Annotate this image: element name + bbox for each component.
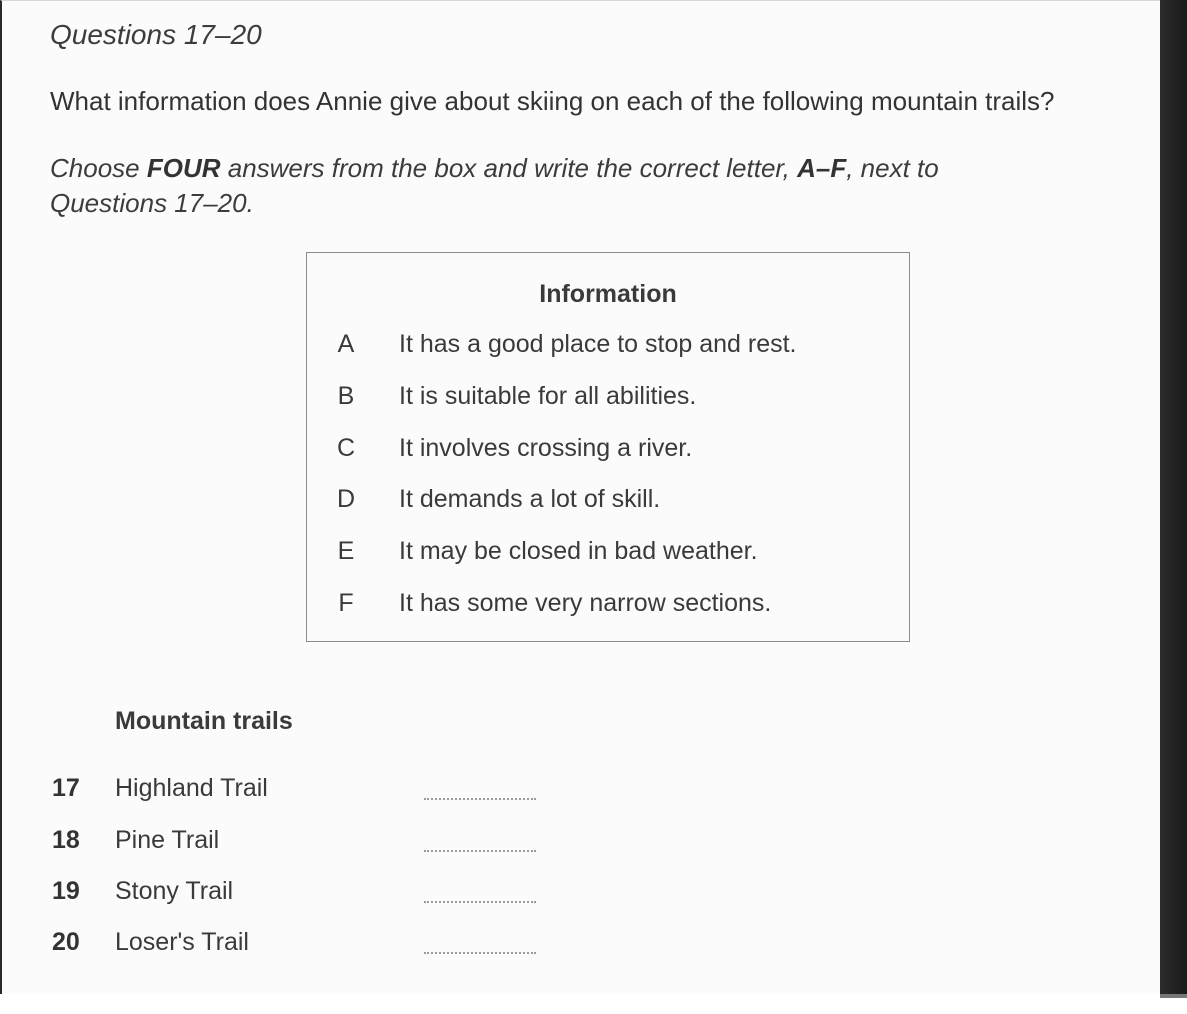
option-text: It may be closed in bad weather. [399, 537, 758, 565]
bottom-margin [0, 994, 1187, 1014]
section-heading: Questions 17–20 [50, 19, 262, 50]
option-letter: B [337, 382, 355, 410]
option-letter: E [337, 537, 355, 565]
instruction-emphasis-four: FOUR [146, 153, 221, 183]
answer-blank[interactable] [424, 901, 536, 903]
question-number: 18 [52, 826, 80, 854]
trail-row-20 [2, 928, 602, 968]
option-text: It has some very narrow sections. [399, 589, 772, 617]
trail-name: Stony Trail [115, 877, 234, 905]
option-text: It demands a lot of skill. [399, 485, 661, 513]
answer-blank[interactable] [424, 850, 536, 852]
option-f [307, 589, 909, 629]
trail-row-19 [2, 877, 602, 917]
option-a [307, 330, 909, 370]
answer-blank[interactable] [424, 798, 536, 800]
trail-name: Highland Trail [115, 774, 268, 802]
option-letter: D [336, 485, 356, 513]
trail-row-17 [2, 774, 602, 814]
trail-row-18 [2, 826, 602, 866]
trail-name: Pine Trail [115, 826, 220, 854]
question-number: 17 [52, 774, 80, 802]
question-number: 20 [52, 928, 80, 956]
option-e [307, 537, 909, 577]
page-edge-shadow [1160, 0, 1187, 1014]
option-letter: F [338, 589, 354, 617]
question-number: 19 [52, 877, 80, 905]
option-letter: A [337, 330, 355, 358]
page-corner [1160, 994, 1187, 998]
trails-title: Mountain trails [115, 707, 293, 735]
option-d [307, 485, 909, 525]
option-b [307, 382, 909, 422]
instruction-text: Choose FOUR answers from the box and write the correct letter, A–F, next to Questions 17–20. [50, 153, 939, 218]
answer-blank[interactable] [424, 952, 536, 954]
instruction-emphasis-letters: A–F [797, 153, 847, 183]
information-box [306, 252, 910, 642]
option-c [307, 434, 909, 474]
question-text: What information does Annie give about skiing on each of the following mountain trails? [50, 86, 1055, 116]
option-letter: C [336, 434, 356, 462]
trail-name: Loser's Trail [115, 928, 249, 956]
option-text: It has a good place to stop and rest. [399, 330, 797, 358]
option-text: It is suitable for all abilities. [399, 382, 697, 410]
option-text: It involves crossing a river. [399, 434, 693, 462]
information-box-title: Information [539, 280, 677, 308]
